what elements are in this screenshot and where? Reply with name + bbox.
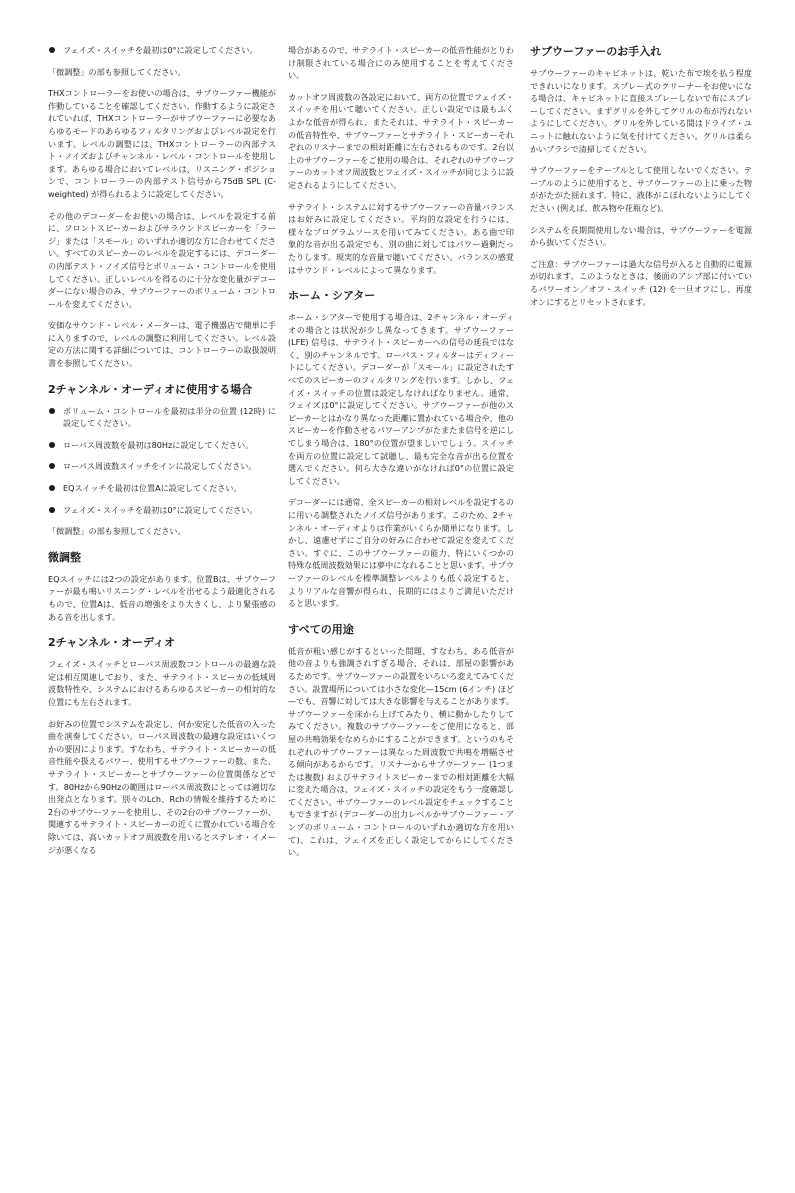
list-item-text: フェイズ・スイッチを最初は0°に設定してください。 [63, 504, 258, 515]
paragraph: カットオフ周波数の各設定において、両方の位置でフェイズ・スイッチを用いて聴いてください。正しい設定では最もふくよかな低音が得られ、またそれは、サテライト・スピーカーの低音特性や、サブウーファーとサテライト・スピーカーそれぞれのリスナーまでの相対距離に左右されるものです。2台以上のサブウーファーをご使用の場合は、それぞれのサブウーファーのカットオフ周波数とフェイズ・スイッチが同じように設定されるようにしてください。 [288, 91, 514, 190]
paragraph: 「微調整」の部も参照してください。 [48, 66, 186, 77]
list-item [48, 44, 276, 57]
list-item-text: EQスイッチを最初は位置Aに設定してください。 [63, 483, 242, 494]
heading-all-uses: すべての用途 [288, 622, 354, 636]
list-item-text: ローパス周波数を最初は80Hzに設定してください。 [63, 439, 254, 450]
column-1 [48, 44, 276, 865]
paragraph: 場合があるので、サテライト・スピーカーの低音性能がとりわけ制限されている場合にのみ使用することを考えてください。 [288, 45, 514, 81]
list-item-text: フェイズ・スイッチを最初は0°に設定してください。 [63, 45, 258, 55]
paragraph: EQスイッチには2つの設定があります。位置Bは、サブウーファーが最も鳴いリスニング・レベルを出せるよう最適化されるもので、位置Aは、低音の増強をより大きくし、より緊張感のある音を出します。 [48, 573, 276, 622]
paragraph: その他のデコーダーをお使いの場合は、レベルを設定する前に、フロントスピーカーおよびサラウンドスピーカーを「ラージ」または「スモール」のいずれか適切な方に合わせてください。すべてのスピーカーのレベルを設定するには、デコーダーの内部テスト・ノイズ信号とボリューム・コントロールを使用してください。正しいレベルを得るのに十分な変化量がデコーダーにない場合のみ、サブウーファーのボリューム・コントロールを変えてください。 [48, 210, 276, 309]
bullet-icon [49, 507, 55, 513]
paragraph: フェイズ・スイッチとローパス周波数コントロールの最適な設定は相互関連しており、また、サテライト・スピーカの低域周波数特性や、システムにおけるあらゆるスピーカーの相対的な位置にも左右されます。 [48, 659, 276, 707]
heading-two-channel-use: 2チャンネル・オーディオに使用する場合 [48, 382, 253, 396]
heading-fine-tuning: 微調整 [48, 550, 81, 564]
list-item [48, 405, 276, 430]
bullet-icon [49, 47, 55, 53]
list-item [48, 482, 276, 495]
list-item [48, 504, 276, 517]
bullet-icon [49, 442, 55, 448]
list-item-text: ローパス周波数スイッチをインに設定してください。 [63, 461, 257, 472]
paragraph: 安価なサウンド・レベル・メーターは、電子機器店で簡単に手に入りますので、レベルの調整に利用してください。レベル設定の方法に関する詳細については、コントローラーの取扱説明書を参照してください。 [48, 320, 276, 369]
paragraph: ホーム・シアターで使用する場合は、2チャンネル・オーディオの場合とは状況が少し異なってきます。サブウーファー (LFE) 信号は、サテライト・スピーカーへの信号の延長ではなく、別のチャンネルです。ローパス・フィルターはディフィートにしてください。デコーダーが「スモール」に設定されたすべてのスピーカーのフィルタリングを行います。しかし、フェイズ・スイッチの位置は設定しなければなりません。通常、フェイズは0°に設定してください。サブウーファーが他のスピーカーとはかなり異なった距離に置かれている場合や、他のスピーカーを作動させるパワーアンプがたまたま信号を逆にしてしまう場合は、180°の位置が望ましいでしょう。スイッチを両方の位置に設定して試聴し、最も完全な音が出る位置を選んでください。何ら大きな違いがなければ0°の位置に設定してください。 [288, 312, 514, 486]
paragraph: THXコントローラーをお使いの場合は、サブウーファー機能が作動していることを確認してください。作動するように設定されていれば、THXコントローラーがサブウーファーに必要なあらゆるモードのあらゆるフィルタリングおよびレベル設定を行います。レベルの調整には、THXコントローラーの内部テスト・ノイズおよびチャンネル・レベル・コントロールを使用します。あらゆる場合においてレベルは、リスニング・ポジションで、コントローラーの内部テスト信号から75dB SPL (C-weighted) が得られるように設定してください。 [48, 88, 276, 199]
column-3 [530, 44, 752, 317]
heading-subwoofer-care: サブウーファーのお手入れ [530, 45, 662, 58]
paragraph: サテライト・システムに対するサブウーファーの音量バランスはお好みに設定してください。平均的な設定を行うには、様々なプログラムソースを用いてみてください。ある曲で印象的な音が出る設定でも、別の曲に対してはパワー過剰だったりします。現実的な音量で聴いてください。バランスの感覚はサウンド・レベルによって異なります。 [288, 201, 514, 275]
paragraph: ご注意：サブウーファーは過大な信号が入ると自動的に電源が切れます。このようなときは、後面のアンプ部に付いているパワーオン／オフ・スイッチ (12) を一旦オフにし、再度オンにするとリセットされます。 [530, 258, 752, 307]
paragraph: サブウーファーをテーブルとして使用しないでください。テーブルのように使用すると、サブウーファーの上に乗った物ががたがた揺れます。特に、液体がこぼれないようにしてください (例えば、飲み物や花瓶など)。 [530, 165, 752, 213]
bullet-icon [49, 408, 55, 414]
paragraph: サブウーファーのキャビネットは、乾いた布で埃を払う程度できれいになります。スプレー式のクリーナーをお使いになる場合は、キャビネットに直接スプレーしないで布にスプレーしてください。まずグリルを外してグリルの布が汚れないようにしてください。グリルを外している間はドライブ・ユニットに触れないように気を付けてください。グリルは柔らかいブラシで清掃してください。 [530, 68, 752, 154]
bullet-icon [49, 485, 55, 491]
list-item [48, 460, 276, 473]
bullet-icon [49, 463, 55, 469]
paragraph: 低音が粗い感じがするといった問題、すなわち、ある低音が他の音よりも強調されすぎる場合、それは、部屋の影響があるためです。サブウーファーの設置をいろいろ変えてみてください。設置場所については小さな変化—15cm (6インチ) ほど—でも、音響に対しては大きな影響を与えることがあります。サブウーファーを床から上げてみたり、横に動かしたりしてみてください。複数のサブウーファーをご使用になると、部屋の共鳴効果をなめらかにすることができます。というのもそれぞれのサブウーファーは異なった周波数で共鳴を増幅させる傾向があるからです。リスナーからサブウーファー (1つまたは複数) およびサテライトスピーカーまでの相対距離を大幅に変えた場合は、フェイズ・スイッチの設定をもう一度確認してください。サブウーファーのレベル設定をチェックすることもできますが (デコーダーの出力レベルかサブウーファー・アンプのボリューム・コントロールのいずれか適切な方を用いて)、これは、フェイズを正しく設定してからにしてください。 [288, 645, 514, 858]
paragraph: お好みの位置でシステムを設定し、何か安定した低音の入った曲を演奏してください。ローパス周波数の最適な設定はいくつかの要因によります。すなわち、サテライト・スピーカーの低音性能や扱えるパワー、使用するサブウーファーの数、また、サテライト・スピーカーとサブウーファーの位置関係などです。80Hzから90Hzの範囲はローパス周波数にとっては適切な出発点となります。別々のLch、Rchの情報を維持するために2台のサブウーファーを使用し、その2台のサブウーファーが、関連するサテライト・スピーカーの近くに置かれている場合を除いては、高いカットオフ周波数を用いるとステレオ・イメージが悪くなる [48, 718, 276, 855]
bullet-list-two-channel [48, 405, 276, 517]
heading-two-channel-audio: 2チャンネル・オーディオ [48, 636, 176, 650]
bullet-list-initial [48, 44, 276, 57]
column-2 [288, 44, 514, 868]
paragraph: システムを長期間使用しない場合は、サブウーファーを電源から抜いてください。 [530, 224, 752, 248]
list-item-text: ボリューム・コントロールを最初は半分の位置 (12時) に設定してください。 [63, 405, 276, 429]
paragraph: デコーダーには通常、全スピーカーの相対レベルを設定するのに用いる調整されたノイズ信号があります。このため、2チャンネル・オーディオよりは作業がいくらか簡単になります。しかし、遠慮せずにご自分の好みに合わせて設定を変えてください。すぐに、このサブウーファーの能力、特にいくつかの特殊な低周波数効果には夢中になれることと思います。サブウーファーのレベルを標準調整レベルよりも低く設定すると、よりリアルな音響が得られ、長期的にはよりご満足いただけると思います。 [288, 497, 514, 609]
paragraph: 「微調整」の部も参照してください。 [48, 526, 186, 537]
heading-home-theater: ホーム・シアター [288, 289, 376, 303]
list-item [48, 439, 276, 452]
